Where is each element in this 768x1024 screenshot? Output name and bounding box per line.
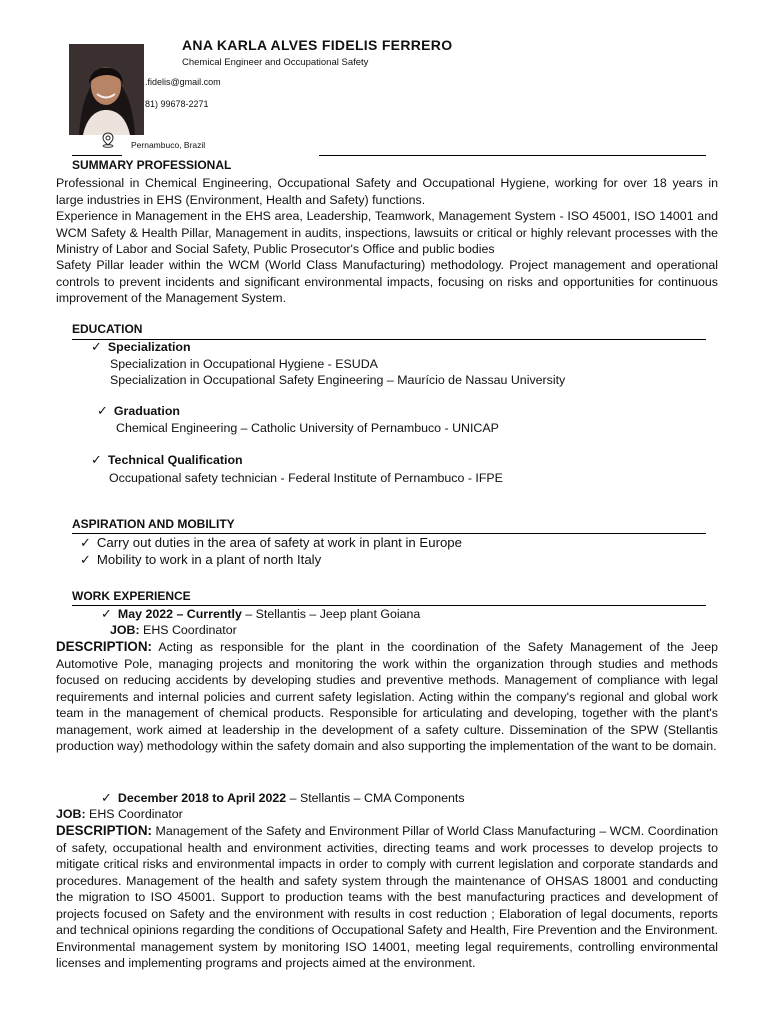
aspiration-divider: [72, 533, 706, 534]
job2-company: – Stellantis – CMA Components: [286, 791, 465, 805]
candidate-title: Chemical Engineer and Occupational Safety: [182, 57, 369, 68]
job1-header: [101, 606, 420, 623]
check-icon: ✓: [101, 606, 112, 621]
job2-role: [56, 806, 183, 823]
work-heading: WORK EXPERIENCE: [72, 589, 191, 603]
job2-job: EHS Coordinator: [85, 807, 183, 821]
job1-description-label: DESCRIPTION:: [56, 639, 152, 654]
technical-item-1: Occupational safety technician - Federal Institute of Pernambuco - IFPE: [109, 471, 503, 485]
job1-period: May 2022 – Currently: [117, 607, 242, 621]
job1-description-text: Acting as responsible for the plant in the coordination of the Safety Management of the Jeep Automotive Pole, managing projects and monitoring the work within the organization through studies and methods focused on reducing accidents by developing studies and preventive methods. Management of compliance with legal requirements and internal policies and current safety legislation. Acting within the company's regional and global work team in the management of chemical products. Responsible for articulating and developing, together with the plant's management, work aimed at leadership in the development of a safety culture. Dissemination of the SPW (Stellantis production way) methodology within the safety domain and also supporting the implementation of the want to be domain.: [56, 640, 718, 753]
email-text: .fidelis@gmail.com: [145, 77, 221, 87]
technical-title: Technical Qualification: [107, 453, 243, 467]
check-icon: ✓: [97, 403, 108, 418]
job1-job: EHS Coordinator: [139, 623, 237, 637]
job1-company: – Stellantis – Jeep plant Goiana: [241, 607, 421, 621]
summary-paragraph-1: Professional in Chemical Engineering, Occupational Safety and Occupational Hygiene, working for over 18 years in large industries in EHS (Environment, Health and Safety) functions.: [56, 176, 718, 207]
job2-job-label: JOB:: [56, 807, 86, 821]
check-icon: ✓: [91, 452, 102, 467]
profile-photo-illustration: [69, 44, 144, 135]
check-icon: ✓: [80, 552, 91, 567]
job2-header: [101, 790, 465, 807]
summary-paragraph-2: Experience in Management in the EHS area, Leadership, Teamwork, Management System - ISO 45001, ISO 14001 and WCM Safety & Health Pillar, Management in audits, inspections, lawsuits or critical or highly relevant processes with the Ministry of Labor and Social Safety, Public Prosecutor's Office and public bodies: [56, 209, 718, 256]
graduation-item-1: Chemical Engineering – Catholic University of Pernambuco - UNICAP: [116, 421, 499, 435]
aspiration-text-1: Carry out duties in the area of safety at work in plant in Europe: [96, 535, 462, 550]
job2-period: December 2018 to April 2022: [117, 791, 287, 805]
summary-heading: SUMMARY PROFESSIONAL: [72, 158, 232, 172]
aspiration-item-1: [80, 535, 462, 552]
phone-text: 81) 99678-2271: [145, 99, 209, 109]
summary-paragraph-3: Safety Pillar leader within the WCM (World Class Manufacturing) methodology. Project management and operational controls to prevent incidents and significant environmental impacts, focusing on risks and opportunities for continuous improvement of the Management System.: [56, 258, 718, 305]
job1-role: [110, 622, 237, 639]
aspiration-item-2: [80, 552, 321, 569]
location-text: Pernambuco, Brazil: [131, 140, 206, 150]
aspiration-text-2: Mobility to work in a plant of north Italy: [96, 552, 322, 567]
job1-description: [56, 639, 718, 755]
specialization-title: Specialization: [107, 340, 191, 354]
check-icon: ✓: [91, 339, 102, 354]
aspiration-heading: ASPIRATION AND MOBILITY: [72, 517, 235, 531]
job1-job-label: JOB:: [110, 623, 140, 637]
education-technical: [91, 452, 243, 469]
education-graduation: [97, 403, 180, 420]
graduation-title: Graduation: [113, 404, 180, 418]
check-icon: ✓: [101, 790, 112, 805]
candidate-name: ANA KARLA ALVES FIDELIS FERRERO: [182, 37, 453, 53]
job2-description-label: DESCRIPTION:: [56, 823, 152, 838]
specialization-item-2: Specialization in Occupational Safety Engineering – Maurício de Nassau University: [110, 373, 566, 387]
location-pin-icon: [100, 132, 116, 148]
check-icon: ✓: [80, 535, 91, 550]
job2-description: [56, 823, 718, 972]
education-specialization: [91, 339, 191, 356]
divider-short: [72, 155, 122, 156]
education-heading: EDUCATION: [72, 322, 143, 336]
divider-long: [319, 155, 706, 156]
profile-photo: [69, 44, 144, 135]
specialization-item-1: Specialization in Occupational Hygiene - ESUDA: [110, 357, 378, 371]
job2-description-text: Management of the Safety and Environment Pillar of World Class Manufacturing – WCM. Coordination of safety, occupational health and environment activities, directing teams and work processes to develop projects to mitigate critical risks and environmental impacts in order to comply with current legislation and corporate standards and procedures. Management of the health and safety system through the maintenance of OHSAS 18001 and conducting the migration to ISO 45001. Support to production teams with the best manufacturing practices and development of projects focused on Safety and the environment with results in cost reduction ; Elaboration of legal documents, reports and technical opinions regarding the conditions of Occupational Safety and Health, Fire Prevention and the Environment. Environmental management system by monitoring ISO 14001, meeting legal requirements, controlling environmental licenses and implementing programs and projects aimed at the environment.: [56, 824, 718, 970]
